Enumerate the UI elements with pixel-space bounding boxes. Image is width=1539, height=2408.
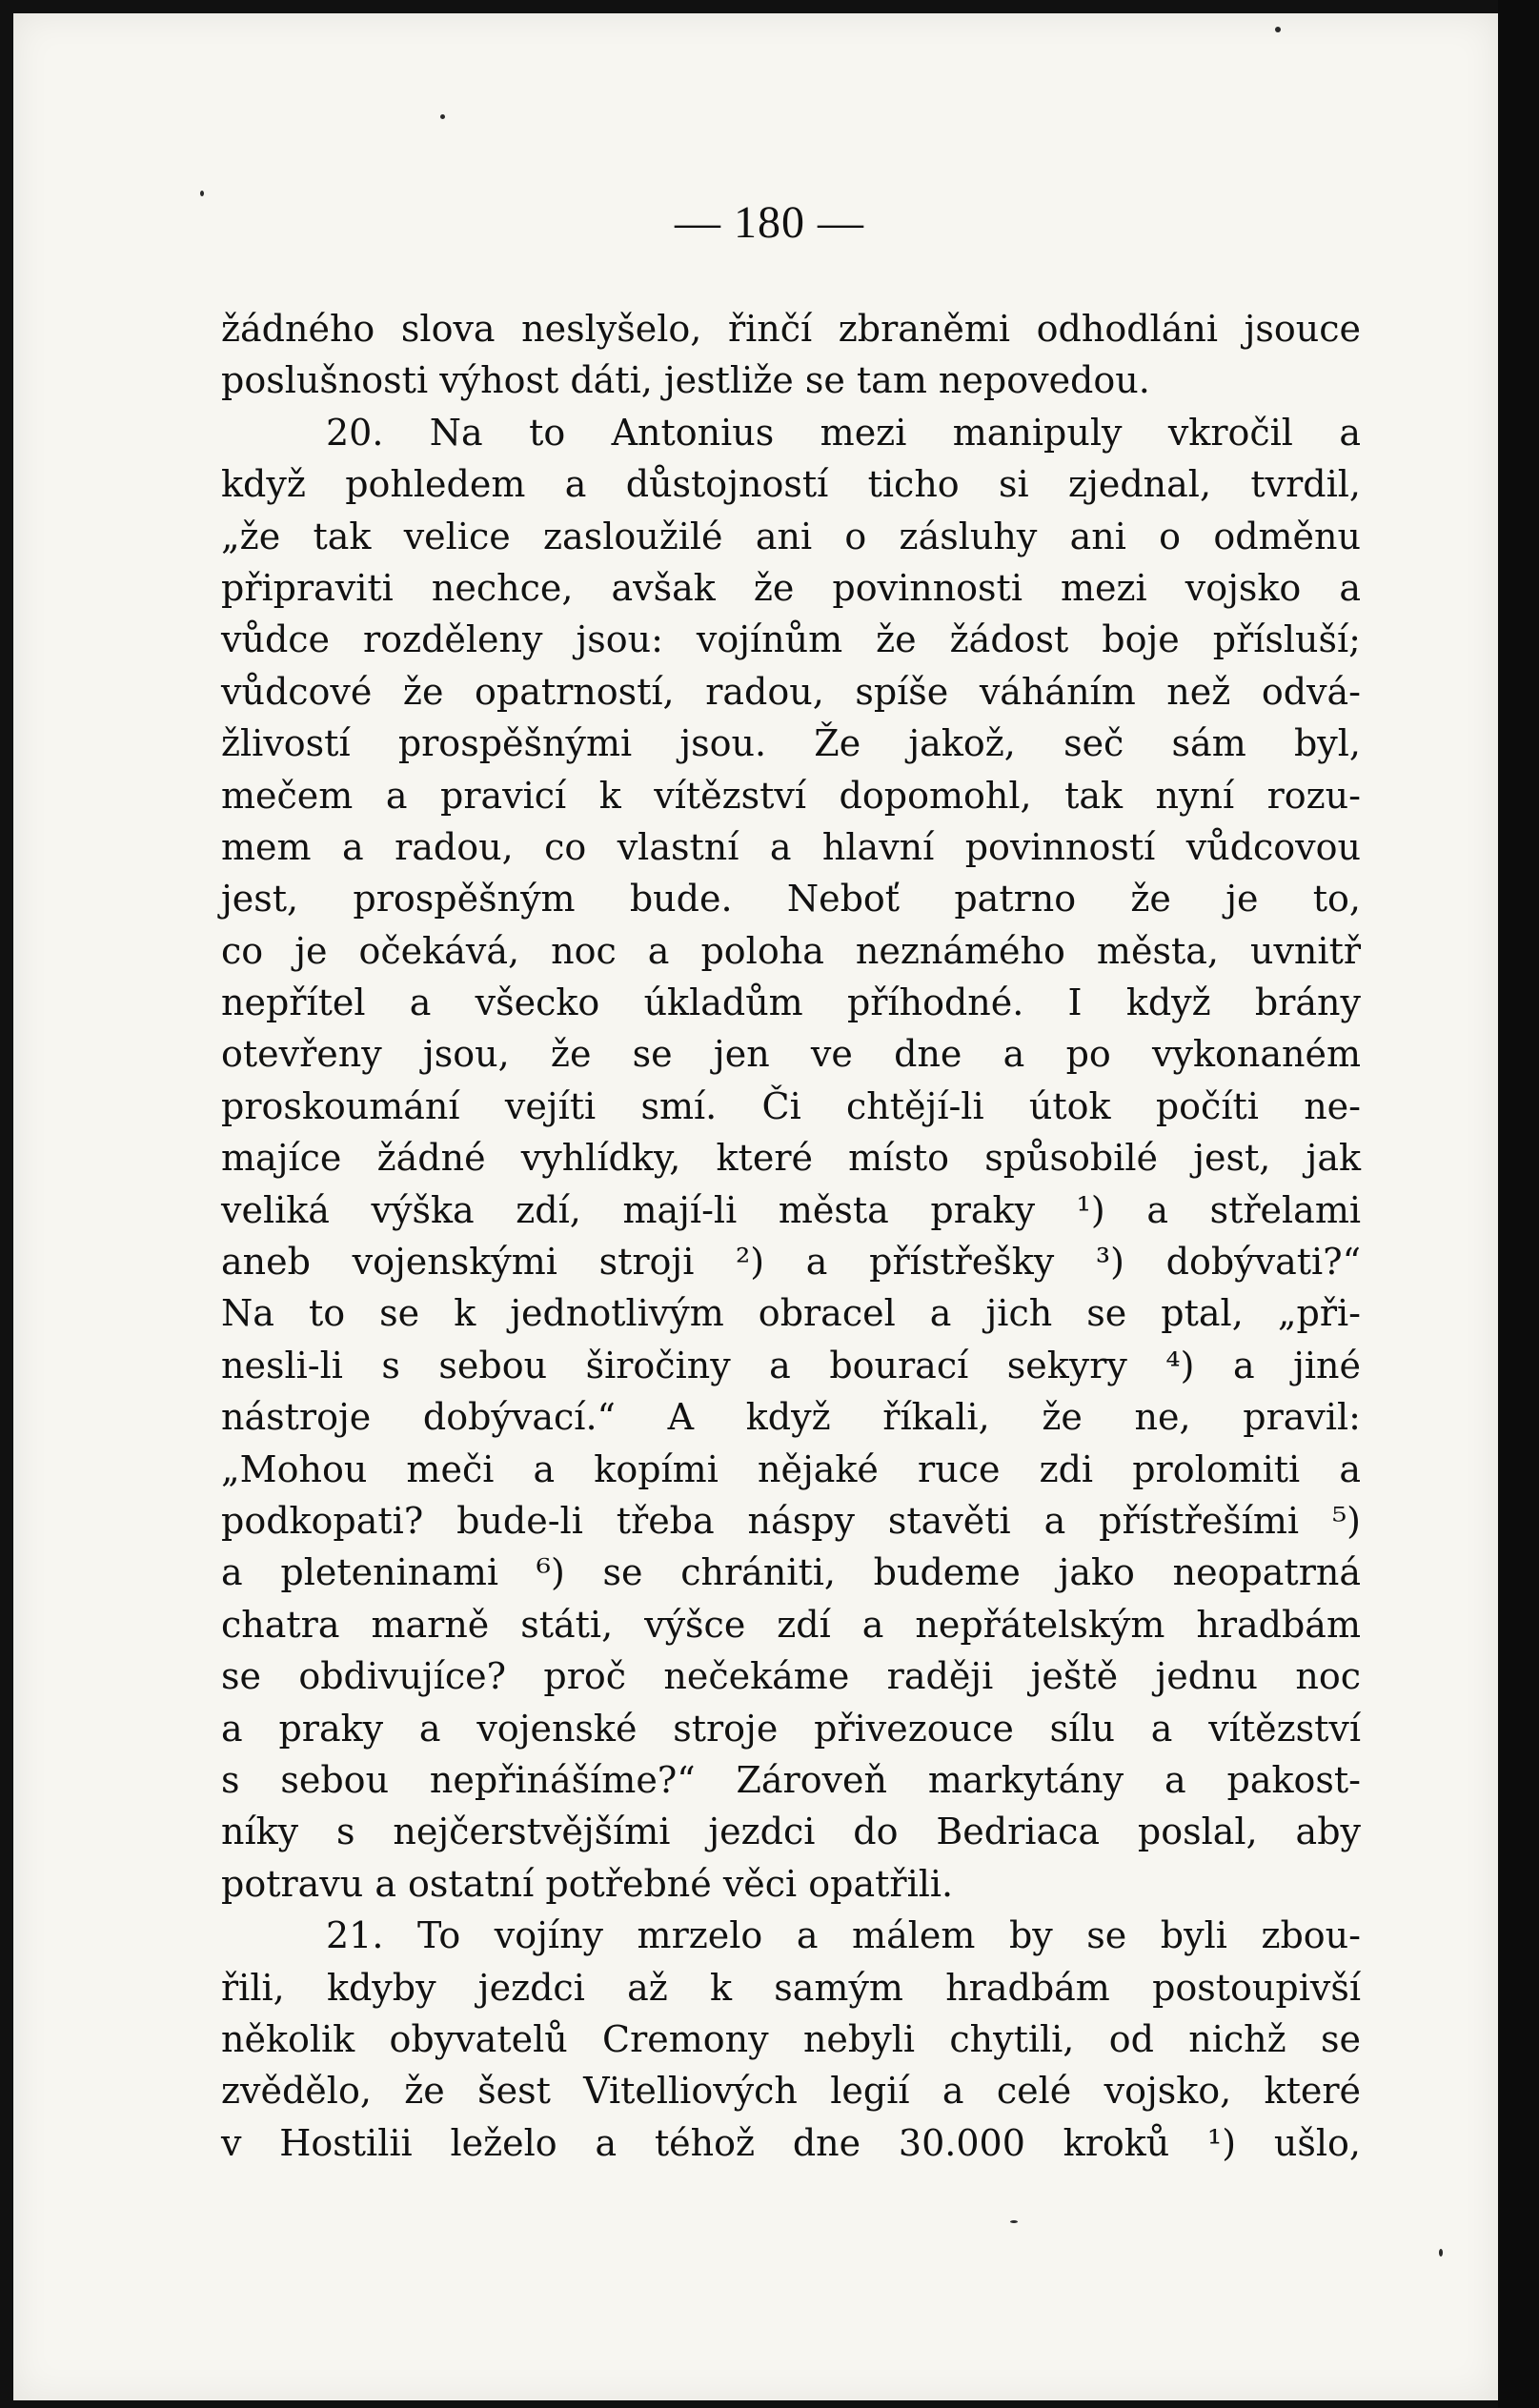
text-line: otevřeny jsou, že se jen ve dne a po vykonaném <box>221 1033 1361 1076</box>
dust-speck <box>1439 2249 1443 2256</box>
text-line: co je očekává, noc a poloha neznámého města, uvnitř <box>221 929 1361 972</box>
text-line: majíce žádné vyhlídky, které místo spůsobilé jest, jak <box>221 1137 1361 1180</box>
text-line: připraviti nechce, avšak že povinnosti mezi vojsko a <box>221 566 1361 609</box>
text-line: jest, prospěšným bude. Neboť patrno že je to, <box>221 878 1361 921</box>
text-line: poslušnosti výhost dáti, jestliže se tam nepovedou. <box>221 359 1150 402</box>
text-line: žádného slova neslyšelo, řinčí zbraněmi odhodláni jsouce <box>221 308 1361 350</box>
text-line: když pohledem a důstojností ticho si zjednal, tvrdil, <box>221 463 1361 506</box>
text-line: žlivostí prospěšnými jsou. Že jakož, seč sám byl, <box>221 722 1361 765</box>
text-line: veliká výška zdí, mají-li města praky ¹) a střelami <box>221 1188 1361 1231</box>
text-line: mečem a pravicí k vítězství dopomohl, tak nyní rozu- <box>221 774 1361 817</box>
text-line: nesli-li s sebou širočiny a bourací sekyry ⁴) a jiné <box>221 1344 1361 1386</box>
dust-speck <box>440 114 445 119</box>
text-line: potravu a ostatní potřebné věci opatřili. <box>221 1862 954 1905</box>
text-line: aneb vojenskými stroji ²) a přístřešky ³) dobývati?“ <box>221 1241 1361 1284</box>
body-text <box>221 303 1361 2169</box>
text-line: nepřítel a všecko úkladům příhodné. I když brány <box>221 981 1361 1024</box>
text-line: s sebou nepřinášíme?“ Zároveň markytány a pakost- <box>221 1758 1361 1801</box>
text-line: 21. To vojíny mrzelo a málem by se byli zbou- <box>326 1914 1361 1957</box>
text-line: podkopati? bude-li třeba náspy stavěti a přístřešími ⁵) <box>221 1499 1361 1542</box>
text-line: níky s nejčerstvějšími jezdci do Bedriaca poslal, aby <box>221 1811 1361 1853</box>
text-line: 20. Na to Antonius mezi manipuly vkročil a <box>326 411 1361 454</box>
text-line: se obdivujíce? proč nečekáme raději ještě jednu noc <box>221 1655 1361 1698</box>
text-line: nástroje dobývací.“ A když říkali, že ne, pravil: <box>221 1396 1361 1439</box>
page-number: — 180 — <box>675 197 864 248</box>
scan-border-right <box>1498 0 1539 2408</box>
text-line: mem a radou, co vlastní a hlavní povinností vůdcovou <box>221 825 1361 868</box>
text-line: „Mohou meči a kopími nějaké ruce zdi prolomiti a <box>221 1447 1361 1490</box>
text-line: řili, kdyby jezdci až k samým hradbám postoupivší <box>221 1966 1361 2009</box>
text-line: „že tak velice zasloužilé ani o zásluhy ani o odměnu <box>221 515 1361 557</box>
dust-speck <box>1010 2220 1018 2223</box>
text-line: proskoumání vejíti smí. Či chtějí-li útok počíti ne- <box>221 1084 1361 1127</box>
text-line: zvědělo, že šest Vitelliových legií a celé vojsko, které <box>221 2070 1361 2113</box>
text-line: chatra marně státi, výšce zdí a nepřátelským hradbám <box>221 1603 1361 1646</box>
text-line: a praky a vojenské stroje přivezouce sílu a vítězství <box>221 1707 1361 1750</box>
text-line: několik obyvatelů Cremony nebyli chytili, od nichž se <box>221 2017 1361 2060</box>
text-line: vůdcové že opatrností, radou, spíše váháním než odvá- <box>221 670 1361 713</box>
text-line: vůdce rozděleny jsou: vojínům že žádost boje přísluší; <box>221 618 1361 661</box>
text-line: a pleteninami ⁶) se chrániti, budeme jako neopatrná <box>221 1551 1361 1594</box>
text-line: v Hostilii leželo a téhož dne 30.000 kroků ¹) ušlo, <box>221 2121 1361 2164</box>
dust-speck <box>1275 27 1281 32</box>
text-line: Na to se k jednotlivým obracel a jich se ptal, „při- <box>221 1292 1361 1335</box>
